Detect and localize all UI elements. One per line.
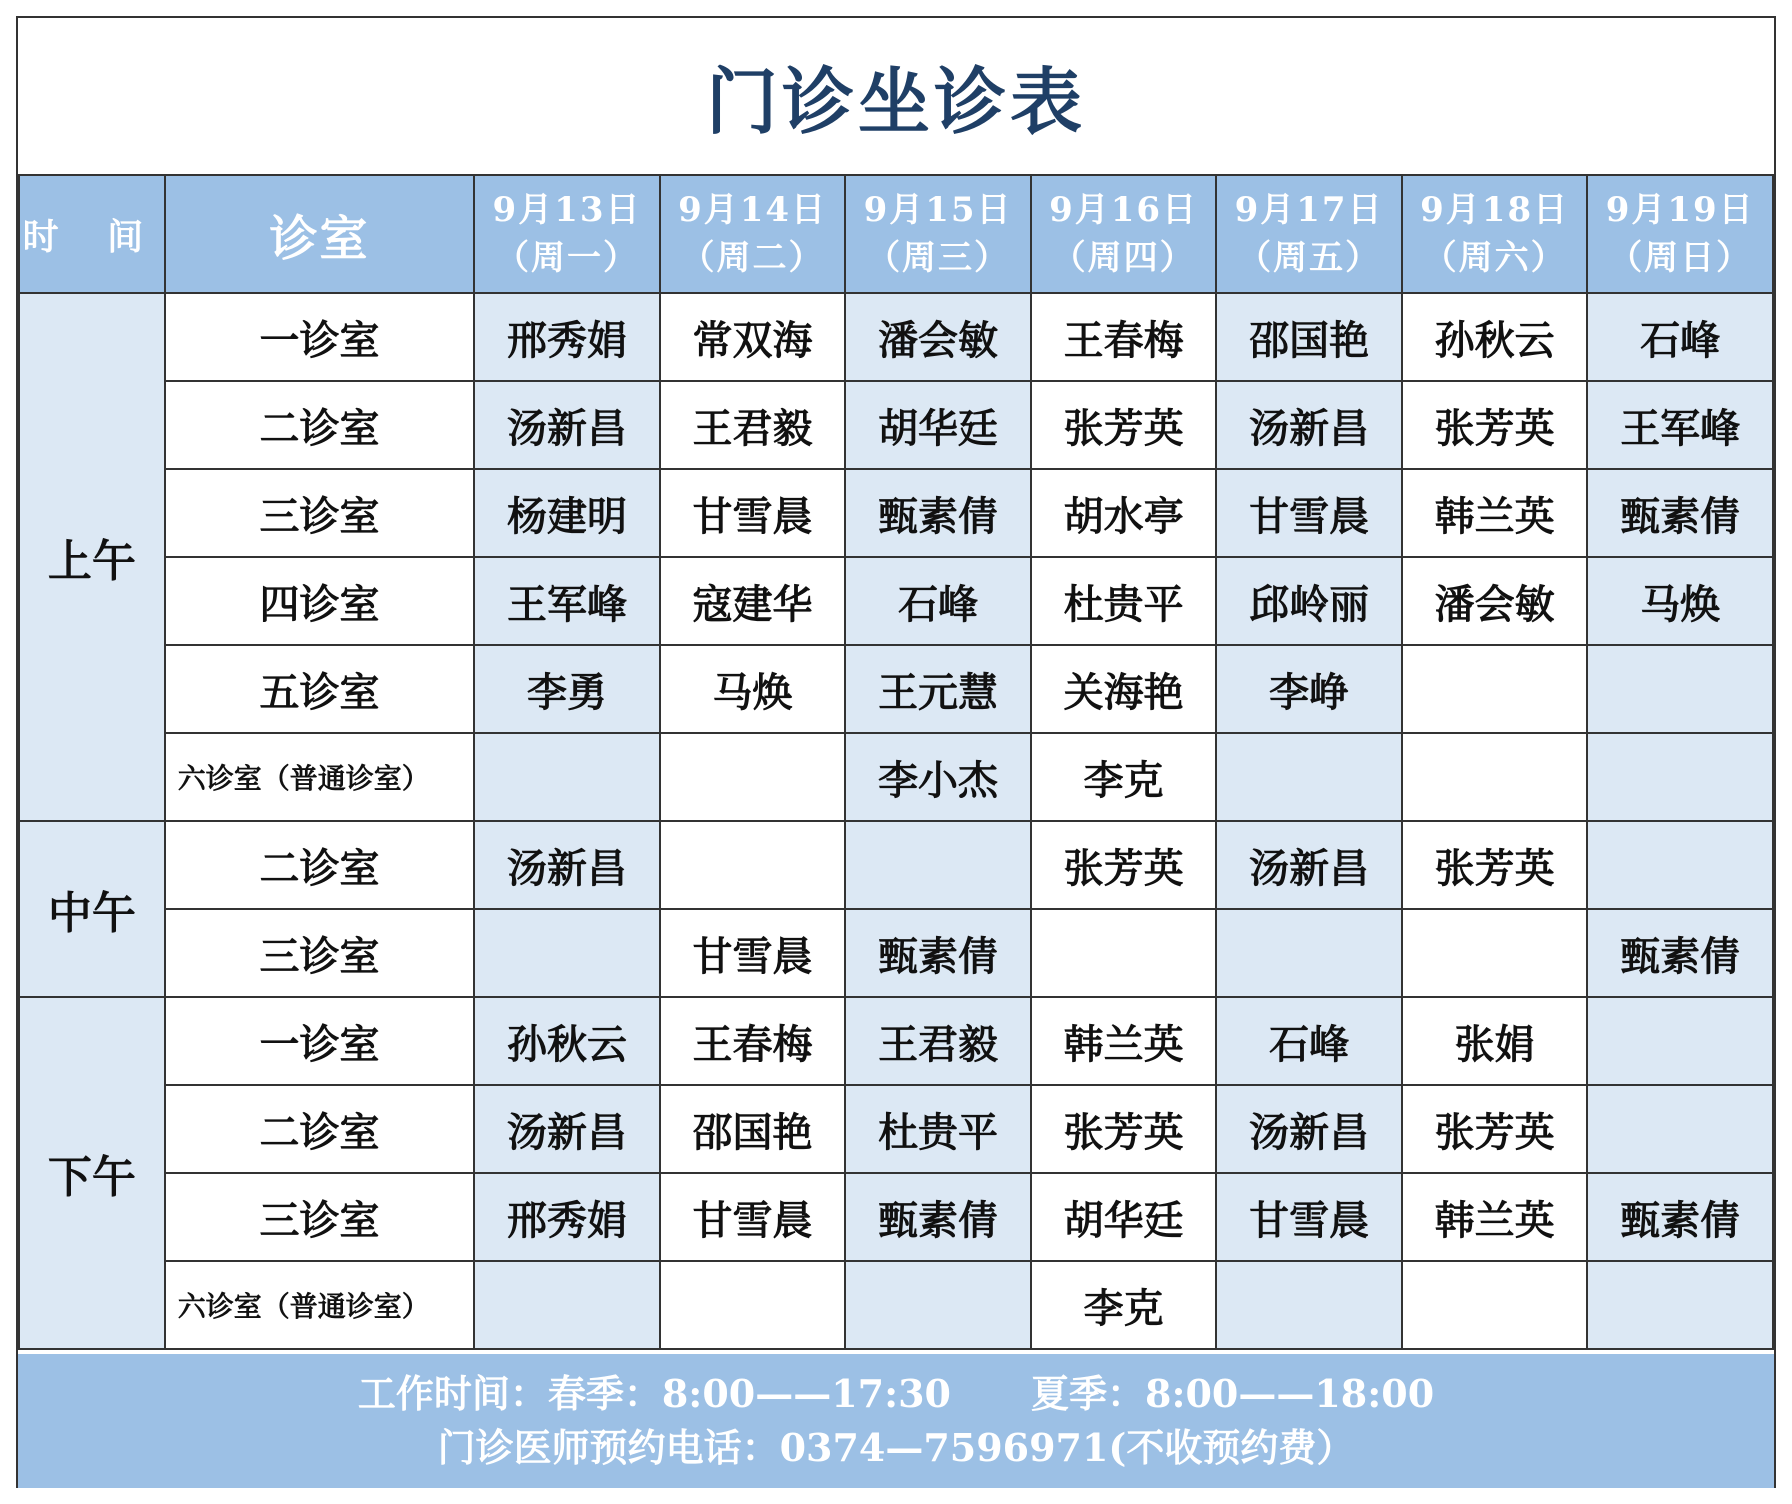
doctor-cell [660,1261,846,1349]
schedule-row [19,645,1773,733]
doctor-cell [845,821,1031,909]
schedule-sheet [16,16,1776,1488]
doctor-cell: 胡水亭 [1031,469,1217,557]
doctor-cell: 邵国艳 [1216,293,1402,381]
schedule-row [19,469,1773,557]
page-title: 门诊坐诊表 [705,59,1086,144]
doctor-cell: 甄素倩 [1587,1173,1773,1261]
doctor-cell [1216,909,1402,997]
doctor-cell: 王春梅 [1031,293,1217,381]
weekday-label: （周日） [1608,238,1753,278]
weekday-label: （周三） [866,238,1011,278]
room-name: 二诊室 [165,821,475,909]
doctor-cell: 王君毅 [845,997,1031,1085]
doctor-cell: 甘雪晨 [660,469,846,557]
room-name: 二诊室 [165,1085,475,1173]
doctor-cell: 李峥 [1216,645,1402,733]
schedule-row [19,821,1773,909]
doctor-cell: 甘雪晨 [1216,469,1402,557]
date-header [660,175,846,293]
doctor-cell: 张芳英 [1402,1085,1588,1173]
room-header: 诊室 [165,175,475,293]
doctor-cell: 汤新昌 [474,1085,660,1173]
room-name: 一诊室 [165,293,475,381]
doctor-cell [660,821,846,909]
doctor-cell: 汤新昌 [1216,1085,1402,1173]
doctor-cell: 邱岭丽 [1216,557,1402,645]
doctor-cell: 汤新昌 [1216,821,1402,909]
weekday-label: （周二） [680,238,825,278]
period-label: 中午 [19,821,165,997]
header-row [19,175,1773,293]
doctor-cell [660,733,846,821]
doctor-cell: 石峰 [845,557,1031,645]
doctor-cell: 张芳英 [1031,1085,1217,1173]
doctor-cell: 汤新昌 [474,821,660,909]
doctor-cell: 张芳英 [1402,821,1588,909]
schedule-row [19,1173,1773,1261]
doctor-cell: 潘会敏 [845,293,1031,381]
doctor-cell: 邢秀娟 [474,293,660,381]
doctor-cell: 寇建华 [660,557,846,645]
period-label: 下午 [19,997,165,1349]
weekday-label: （周五） [1237,238,1382,278]
appointment-phone: 门诊医师预约电话：0374—7596971(不收预约费） [437,1425,1355,1470]
doctor-cell: 张娟 [1402,997,1588,1085]
doctor-cell: 王元慧 [845,645,1031,733]
doctor-cell [1402,645,1588,733]
weekday-label: （周一） [495,238,640,278]
footer [18,1354,1774,1488]
schedule-row [19,909,1773,997]
weekday-label: （周六） [1422,238,1567,278]
doctor-cell: 甄素倩 [845,1173,1031,1261]
schedule-row [19,557,1773,645]
date-label: 9月15日 [863,190,1013,230]
doctor-cell: 邢秀娟 [474,1173,660,1261]
doctor-cell: 甄素倩 [1587,469,1773,557]
room-name: 三诊室 [165,909,475,997]
doctor-cell: 韩兰英 [1031,997,1217,1085]
doctor-cell [474,909,660,997]
doctor-cell: 王君毅 [660,381,846,469]
doctor-cell: 马焕 [1587,557,1773,645]
schedule-row [19,733,1773,821]
date-header [1402,175,1588,293]
work-hours-spring: 工作时间：春季：8:00——17:30 [357,1371,951,1416]
doctor-cell: 石峰 [1216,997,1402,1085]
doctor-cell: 潘会敏 [1402,557,1588,645]
doctor-cell: 甄素倩 [845,909,1031,997]
doctor-cell: 王春梅 [660,997,846,1085]
doctor-cell: 韩兰英 [1402,1173,1588,1261]
period-label: 上午 [19,293,165,821]
schedule-table [18,174,1774,1350]
doctor-cell [1402,1261,1588,1349]
doctor-cell: 张芳英 [1402,381,1588,469]
doctor-cell: 胡华廷 [1031,1173,1217,1261]
doctor-cell: 汤新昌 [474,381,660,469]
date-label: 9月17日 [1234,190,1384,230]
room-name: 六诊室（普通诊室） [165,733,475,821]
doctor-cell: 甘雪晨 [660,909,846,997]
doctor-cell: 常双海 [660,293,846,381]
room-name: 一诊室 [165,997,475,1085]
doctor-cell [1402,909,1588,997]
doctor-cell: 王军峰 [1587,381,1773,469]
doctor-cell: 杨建明 [474,469,660,557]
schedule-row [19,293,1773,381]
work-hours-summer: 夏季：8:00——18:00 [1031,1371,1435,1416]
doctor-cell [1587,997,1773,1085]
doctor-cell [1587,821,1773,909]
schedule-row [19,381,1773,469]
doctor-cell: 张芳英 [1031,821,1217,909]
doctor-cell: 李小杰 [845,733,1031,821]
doctor-cell: 邵国艳 [660,1085,846,1173]
doctor-cell: 王军峰 [474,557,660,645]
doctor-cell: 李克 [1031,1261,1217,1349]
doctor-cell: 孙秋云 [474,997,660,1085]
doctor-cell [474,1261,660,1349]
work-hours [358,1367,1434,1421]
doctor-cell [1587,1261,1773,1349]
doctor-cell [1587,733,1773,821]
date-header [1216,175,1402,293]
doctor-cell [1216,733,1402,821]
room-name: 二诊室 [165,381,475,469]
doctor-cell [845,1261,1031,1349]
doctor-cell: 马焕 [660,645,846,733]
doctor-cell: 杜贵平 [845,1085,1031,1173]
time-header: 时 间 [19,175,165,293]
doctor-cell: 李勇 [474,645,660,733]
date-label: 9月13日 [492,190,642,230]
doctor-cell: 胡华廷 [845,381,1031,469]
doctor-cell: 李克 [1031,733,1217,821]
weekday-label: （周四） [1051,238,1196,278]
doctor-cell: 韩兰英 [1402,469,1588,557]
room-name: 五诊室 [165,645,475,733]
doctor-cell: 张芳英 [1031,381,1217,469]
doctor-cell: 孙秋云 [1402,293,1588,381]
doctor-cell: 甄素倩 [1587,909,1773,997]
doctor-cell [1031,909,1217,997]
date-label: 9月14日 [678,190,828,230]
doctor-cell [1587,645,1773,733]
doctor-cell: 甘雪晨 [660,1173,846,1261]
doctor-cell [1587,1085,1773,1173]
doctor-cell [1402,733,1588,821]
schedule-row [19,1261,1773,1349]
date-header [1031,175,1217,293]
schedule-body [19,293,1773,1349]
schedule-row [19,1085,1773,1173]
room-name: 六诊室（普通诊室） [165,1261,475,1349]
room-name: 三诊室 [165,1173,475,1261]
doctor-cell: 石峰 [1587,293,1773,381]
date-header [1587,175,1773,293]
date-header [474,175,660,293]
date-label: 9月19日 [1605,190,1755,230]
doctor-cell: 甄素倩 [845,469,1031,557]
doctor-cell: 杜贵平 [1031,557,1217,645]
date-label: 9月18日 [1420,190,1570,230]
doctor-cell [474,733,660,821]
room-name: 三诊室 [165,469,475,557]
date-header [845,175,1031,293]
doctor-cell: 汤新昌 [1216,381,1402,469]
room-name: 四诊室 [165,557,475,645]
schedule-row [19,997,1773,1085]
date-label: 9月16日 [1049,190,1199,230]
doctor-cell [1216,1261,1402,1349]
doctor-cell: 关海艳 [1031,645,1217,733]
doctor-cell: 甘雪晨 [1216,1173,1402,1261]
